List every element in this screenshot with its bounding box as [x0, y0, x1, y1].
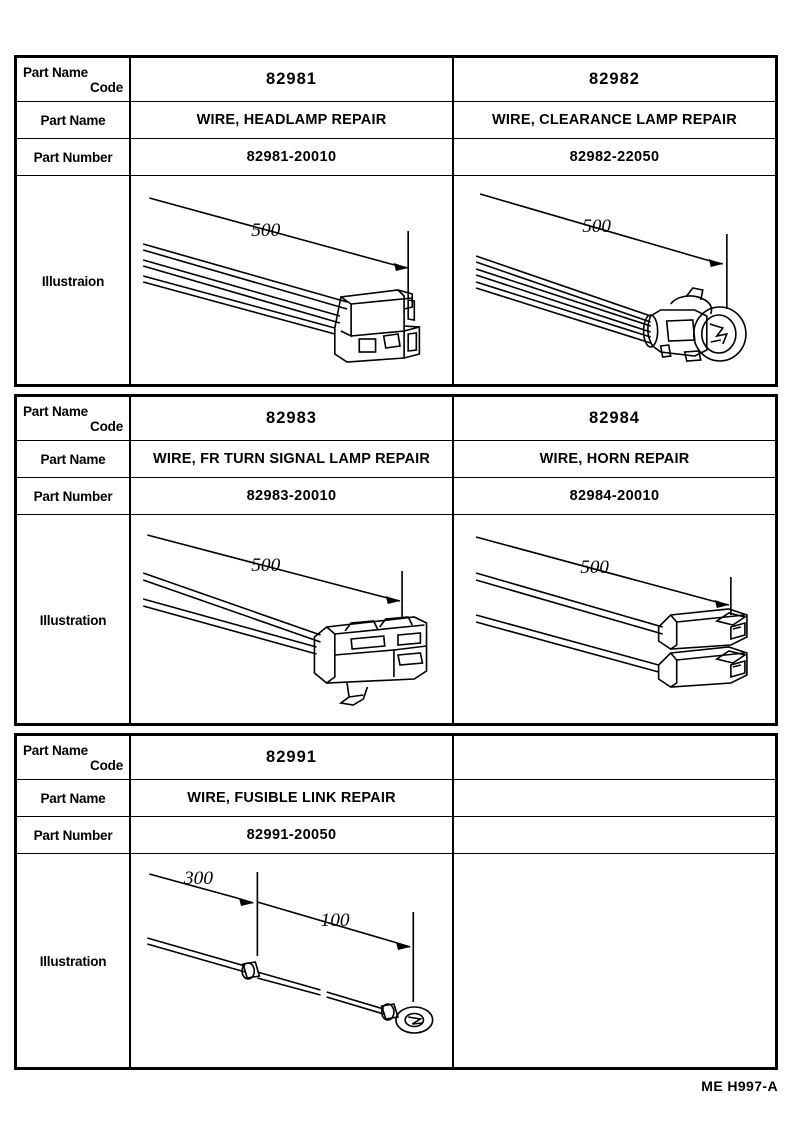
- part-number-value: 82984-20010: [569, 488, 660, 504]
- row-label-line1: Part Name: [23, 742, 88, 758]
- part-name-value: WIRE, HORN REPAIR: [539, 451, 690, 467]
- row-label-part-name: Part Name: [17, 441, 131, 477]
- dimension-label: 500: [251, 555, 281, 576]
- row-label-illustration: Illustraion: [17, 176, 131, 386]
- row-label-line1: Part Name: [23, 403, 88, 419]
- table-row: [17, 58, 775, 102]
- row-label-part-name-code: [17, 736, 131, 779]
- row-label-part-name-code: [17, 58, 131, 101]
- part-number-value: 82991-20050: [131, 817, 454, 853]
- parts-table: [14, 733, 778, 1070]
- dimension-label: 500: [582, 216, 611, 237]
- dimension-label: 100: [320, 910, 350, 931]
- illustration-wire-dual-flat-connector: [454, 515, 775, 725]
- row-label-line2: Code: [90, 418, 123, 434]
- illustration-svg: [454, 515, 775, 725]
- dimension-label: 500: [580, 557, 609, 578]
- footer-page-code: ME H997-A: [701, 1078, 778, 1094]
- illustration-svg: [131, 854, 452, 1069]
- part-name-code-value: 82982: [589, 70, 640, 88]
- row-label-illustration: Illustration: [17, 854, 131, 1069]
- row-label-illustration: Illustration: [17, 515, 131, 725]
- illustration-svg: [131, 515, 452, 725]
- row-label-part-name-code: [17, 397, 131, 440]
- table-row: [17, 139, 775, 176]
- table-row: [17, 515, 775, 725]
- part-name-value: WIRE, CLEARANCE LAMP REPAIR: [492, 112, 737, 128]
- row-label-part-name: Part Name: [17, 102, 131, 138]
- table-row: [17, 854, 775, 1069]
- table-row: [17, 817, 775, 854]
- row-label-part-number: Part Number: [17, 478, 131, 514]
- part-name-code-value: 82981: [131, 58, 454, 101]
- row-label-line2: Code: [90, 79, 123, 95]
- illustration-wire-harness-rect-connector: [131, 176, 454, 386]
- dimension-label: 500: [251, 220, 281, 241]
- part-name-value-empty: [454, 780, 775, 816]
- part-name-code-value-empty: [454, 736, 775, 779]
- row-label-line2: Code: [90, 757, 123, 773]
- table-row: [17, 102, 775, 139]
- part-number-value: 82981-20010: [131, 139, 454, 175]
- part-name-value: WIRE, HEADLAMP REPAIR: [131, 102, 454, 138]
- parts-table: [14, 394, 778, 726]
- illustration-empty: [454, 854, 775, 1069]
- row-label-part-number: Part Number: [17, 139, 131, 175]
- illustration-fusible-link-ring-terminal: [131, 854, 454, 1069]
- table-row: [17, 478, 775, 515]
- part-name-code-value: 82984: [589, 409, 640, 427]
- parts-table: [14, 55, 778, 387]
- illustration-svg: [131, 176, 452, 386]
- table-row: [17, 397, 775, 441]
- dimension-label: 300: [183, 868, 214, 889]
- part-name-value: WIRE, FR TURN SIGNAL LAMP REPAIR: [131, 441, 454, 477]
- illustration-svg: [454, 176, 775, 386]
- row-label-part-name: Part Name: [17, 780, 131, 816]
- table-row: [17, 780, 775, 817]
- part-number-value-empty: [454, 817, 775, 853]
- table-row: [17, 736, 775, 780]
- part-name-code-value: 82991: [131, 736, 454, 779]
- part-number-value: 82982-22050: [569, 149, 660, 165]
- illustration-wire-harness-clip-connector: [131, 515, 454, 725]
- part-number-value: 82983-20010: [131, 478, 454, 514]
- part-name-code-value: 82983: [131, 397, 454, 440]
- table-row: [17, 441, 775, 478]
- part-name-value: WIRE, FUSIBLE LINK REPAIR: [131, 780, 454, 816]
- row-label-line1: Part Name: [23, 64, 88, 80]
- illustration-wire-harness-round-connector: [454, 176, 775, 386]
- table-row: [17, 176, 775, 386]
- row-label-part-number: Part Number: [17, 817, 131, 853]
